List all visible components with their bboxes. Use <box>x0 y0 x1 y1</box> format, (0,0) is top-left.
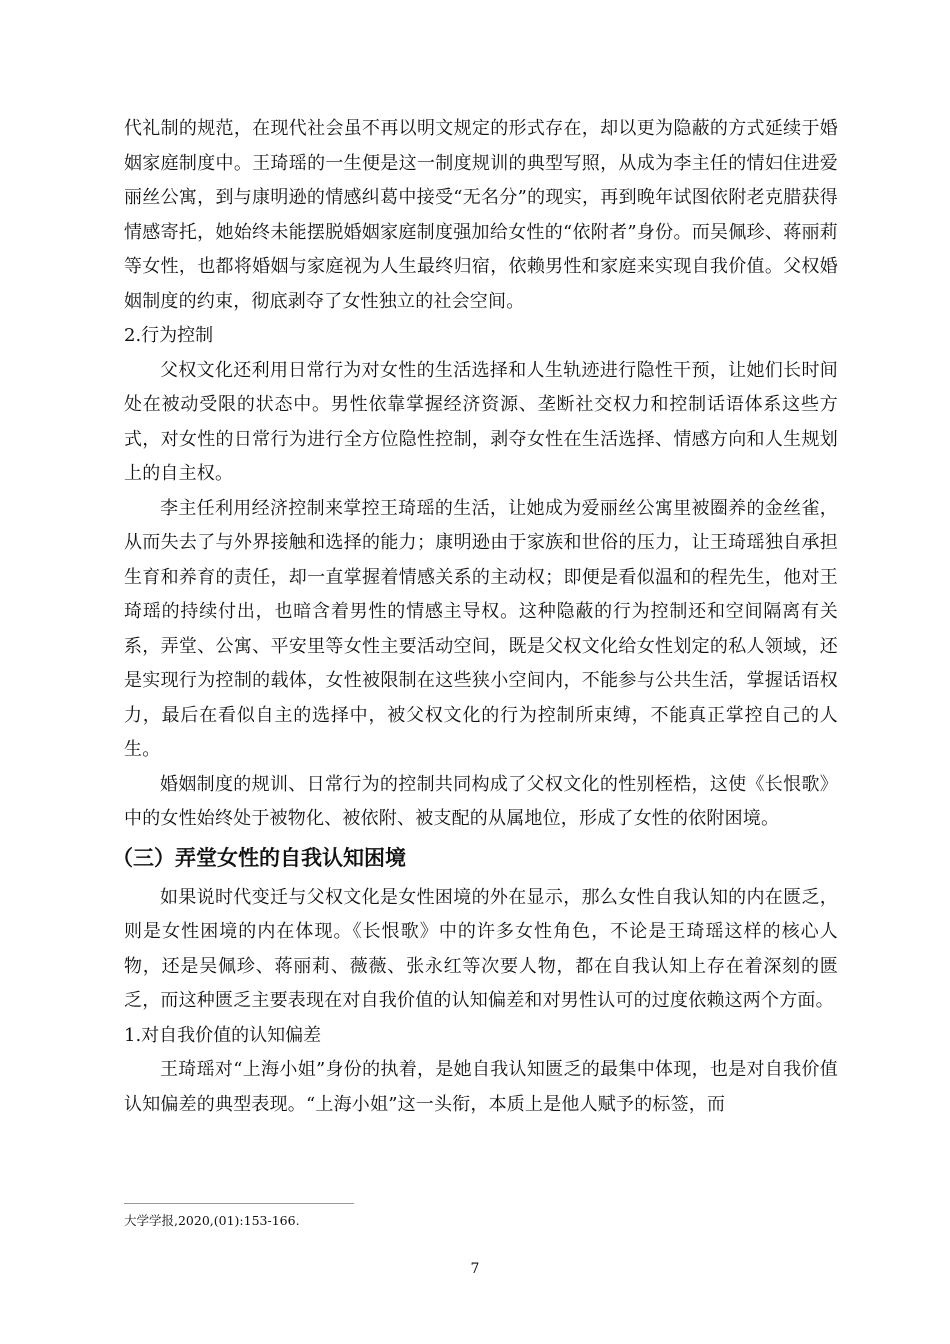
footnote-divider <box>124 1203 354 1204</box>
subheading-behavior-control: 2.行为控制 <box>124 325 214 346</box>
page-number: 7 <box>470 1261 480 1277</box>
paragraph: 父权文化还利用日常行为对女性的生活选择和人生轨迹进行隐性干预，让她们长时间处在被动受限的状态中。男性依靠掌握经济资源、垄断社交权力和控制话语体系这些方式，对女性的日常行为进行全方位隐性控制，剥夺女性在生活选择、情感方向和人生规划上的自主权。 <box>124 359 838 484</box>
paragraph: 王琦瑶对“上海小姐”身份的执着，是她自我认知匮乏的最集中体现，也是对自我价值认知偏差的典型表现。“上海小姐”这一头衔，本质上是他人赋予的标签，而 <box>124 1059 838 1115</box>
footnote: 大学学报,2020,(01):153-166. <box>124 1213 300 1228</box>
paragraph: 李主任利用经济控制来掌控王琦瑶的生活，让她成为爱丽丝公寓里被圈养的金丝雀，从而失去了与外界接触和选择的能力；康明逊由于家族和世俗的压力，让王琦瑶独自承担生育和养育的责任，却一直掌握着情感关系的主动权；即便是看似温和的程先生，他对王琦瑶的持续付出，也暗含着男性的情感主导权。这种隐蔽的行为控制还和空间隔离有关系，弄堂、公寓、平安里等女性主要活动空间，既是父权文化给女性划定的私人领域，还是实现行为控制的载体，女性被限制在这些狭小空间内，不能参与公共生活，掌握话语权力，最后在看似自主的选择中，被父权文化的行为控制所束缚，不能真正掌控自己的人生。 <box>124 497 838 760</box>
paragraph: 代礼制的规范，在现代社会虽不再以明文规定的形式存在，却以更为隐蔽的方式延续于婚姻家庭制度中。王琦瑶的一生便是这一制度规训的典型写照，从成为李主任的情妇住进爱丽丝公寓，到与康明逊的情感纠葛中接受“无名分”的现实，再到晚年试图依附老克腊获得情感寄托，她始终未能摆脱婚姻家庭制度强加给女性的“依附者”身份。而吴佩珍、蒋丽莉等女性，也都将婚姻与家庭视为人生最终归宿，依赖男性和家庭来实现自我价值。父权婚姻制度的约束，彻底剥夺了女性独立的社会空间。 <box>124 118 838 312</box>
subheading-self-value: 1.对自我价值的认知偏差 <box>124 1024 322 1046</box>
section-heading: （三）弄堂女性的自我认知困境 <box>112 845 406 870</box>
paragraph: 婚姻制度的规训、日常行为的控制共同构成了父权文化的性别桎梏，这使《长恨歌》中的女性始终处于被物化、被依附、被支配的从属地位，形成了女性的依附困境。 <box>124 773 838 829</box>
body-text <box>112 112 838 1122</box>
paragraph: 如果说时代变迁与父权文化是女性困境的外在显示，那么女性自我认知的内在匮乏，则是女性困境的内在体现。《长恨歌》中的许多女性角色，不论是王琦瑶这样的核心人物，还是吴佩珍、蒋丽莉、薇薇、张永红等次要人物，都在自我认知上存在着深刻的匮乏，而这种匮乏主要表现在对自我价值的认知偏差和对男性认可的过度依赖这两个方面。 <box>124 886 838 1011</box>
